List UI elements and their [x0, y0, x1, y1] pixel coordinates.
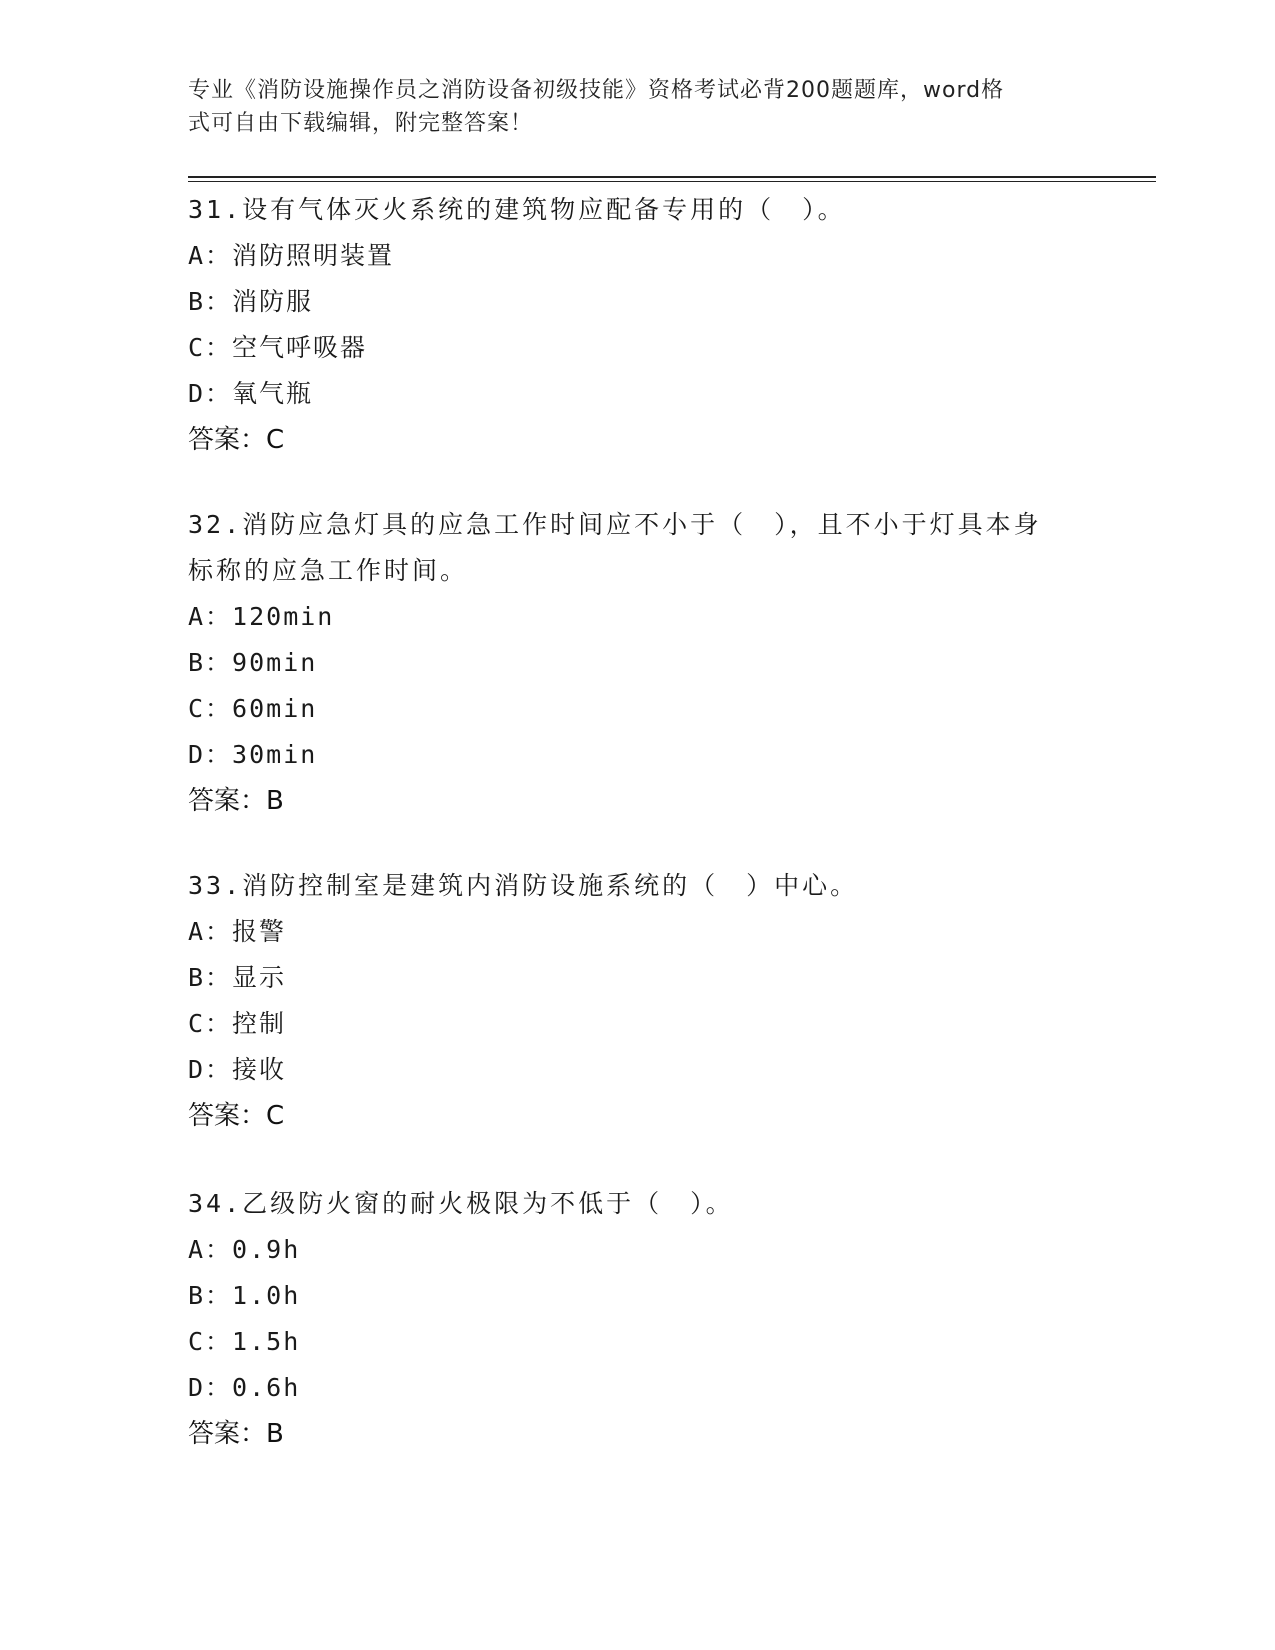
question-stem: 32.消防应急灯具的应急工作时间应不小于（ ），且不小于灯具本身: [188, 510, 1042, 539]
option-d: D：接收: [188, 1055, 287, 1084]
option-a: A：0.9h: [188, 1235, 301, 1264]
answer: 答案：C: [188, 425, 285, 455]
question-stem-continued: 标称的应急工作时间。: [188, 556, 469, 585]
option-b: B：1.0h: [188, 1281, 301, 1310]
option-a: A：消防照明装置: [188, 241, 395, 270]
question-33: [188, 863, 1088, 1139]
option-b: B：显示: [188, 963, 287, 992]
option-d: D：氧气瓶: [188, 379, 314, 408]
header-line-2: 式可自由下载编辑，附完整答案！: [188, 111, 534, 136]
document-header: [188, 74, 1068, 140]
option-b: B：90min: [188, 648, 318, 677]
question-31: [188, 187, 1088, 463]
question-stem: 33.消防控制室是建筑内消防设施系统的（ ）中心。: [188, 871, 859, 900]
option-a: A：120min: [188, 602, 335, 631]
option-b: B：消防服: [188, 287, 314, 316]
question-stem: 34.乙级防火窗的耐火极限为不低于（ ）。: [188, 1189, 734, 1218]
option-d: D：0.6h: [188, 1373, 301, 1402]
option-c: C：空气呼吸器: [188, 333, 368, 362]
answer: 答案：C: [188, 1101, 285, 1131]
option-d: D：30min: [188, 740, 318, 769]
option-c: C：60min: [188, 694, 318, 723]
question-stem: 31.设有气体灭火系统的建筑物应配备专用的（ ）。: [188, 195, 846, 224]
question-32: [188, 502, 1088, 824]
header-divider-thin: [188, 181, 1156, 182]
option-c: C：1.5h: [188, 1327, 301, 1356]
header-line-1: 专业《消防设施操作员之消防设备初级技能》资格考试必背200题题库，word格: [188, 78, 1005, 103]
option-a: A：报警: [188, 917, 287, 946]
answer: 答案：B: [188, 1419, 284, 1449]
option-c: C：控制: [188, 1009, 287, 1038]
question-34: [188, 1181, 1088, 1457]
answer: 答案：B: [188, 786, 284, 816]
header-divider-thick: [188, 176, 1156, 178]
